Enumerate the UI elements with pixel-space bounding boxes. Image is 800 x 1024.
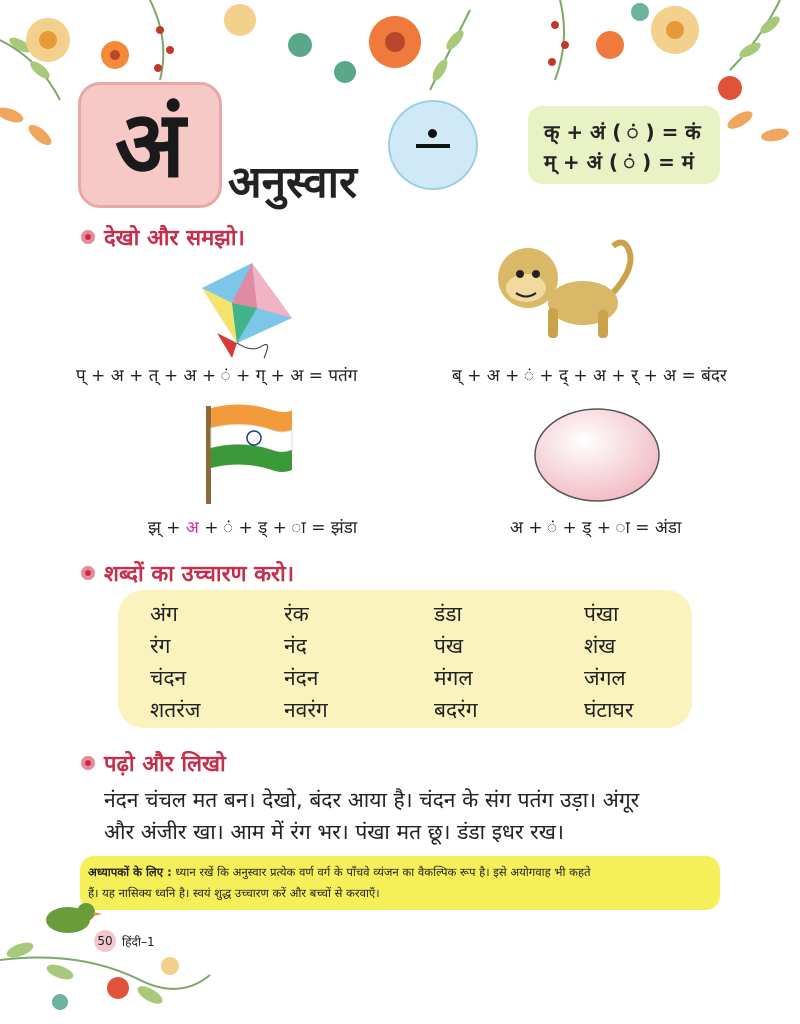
word-item: बदरंग xyxy=(434,698,478,722)
word-list-box xyxy=(118,590,692,728)
word-item: नंद xyxy=(284,634,307,658)
equation-egg: अ + ं + ड् + ा = अंडा xyxy=(510,518,682,538)
big-letter-card xyxy=(78,82,222,208)
word-item: रंग xyxy=(150,634,171,658)
reading-line: और अंजीर खा। आम में रंग भर। पंखा मत छू। डंडा इधर रख। xyxy=(104,820,564,844)
word-item: रंक xyxy=(284,602,309,626)
floral-footer-decoration xyxy=(0,880,220,1024)
note-line: हैं। यह नासिक्य ध्वनि है। स्वयं शुद्ध उच्चारण करें और बच्चों से करवाएँ। xyxy=(88,886,380,900)
page-footer xyxy=(94,930,155,952)
word-item: जंगल xyxy=(584,666,626,690)
word-item: अंग xyxy=(150,602,178,626)
section-title-read-write xyxy=(80,748,226,778)
note-text: ध्यान रखें कि अनुस्वार प्रत्येक वर्ण वर्ग के पाँचवे व्यंजन का वैकल्पिक रूप है। इसे अयोगवाह भी कहते xyxy=(171,865,591,879)
flower-bullet-icon xyxy=(80,229,96,245)
note-line xyxy=(88,865,591,880)
section-title-text: देखो और समझो। xyxy=(104,226,245,251)
word-item: शतरंज xyxy=(150,698,201,722)
section-title-see-understand xyxy=(80,222,245,252)
note-label: अध्यापकों के लिए : xyxy=(88,865,172,879)
equation-part: झ् + xyxy=(148,518,186,538)
kite-illustration xyxy=(192,258,302,368)
word-item: पंखा xyxy=(584,602,619,626)
equation-highlight: अ xyxy=(185,518,199,538)
word-item: पंख xyxy=(434,634,464,658)
anusvara-sign-icon xyxy=(388,100,478,190)
word-item: नवरंग xyxy=(284,698,328,722)
formula-line: म् + अं ( ं ) = मं xyxy=(544,150,694,174)
egg-illustration xyxy=(530,405,664,505)
book-name: हिंदी–1 xyxy=(122,934,155,949)
flower-bullet-icon xyxy=(80,755,96,771)
section-title-text: पढ़ो और लिखो xyxy=(104,752,226,777)
word-item: घंटाघर xyxy=(584,698,634,722)
formula-box xyxy=(528,106,720,184)
word-item: चंदन xyxy=(150,666,187,690)
big-letter: अं xyxy=(114,91,186,198)
section-title-text: शब्दों का उच्चारण करो। xyxy=(104,562,295,587)
word-item: नंदन xyxy=(284,666,319,690)
equation-kite: प् + अ + त् + अ + ं + ग् + अ = पतंग xyxy=(76,366,358,386)
word-item: शंख xyxy=(584,634,616,658)
page-number: 50 xyxy=(94,930,116,952)
india-flag-illustration xyxy=(192,400,302,505)
word-item: डंडा xyxy=(434,602,462,626)
formula-line: क् + अं ( ं ) = कं xyxy=(544,120,701,144)
equation-flag xyxy=(148,515,357,538)
section-title-pronounce xyxy=(80,558,294,588)
page-title: अनुस्वार xyxy=(228,157,358,208)
equation-monkey: ब् + अ + ं + द् + अ + र् + अ = बंदर xyxy=(452,366,727,386)
reading-line: नंदन चंचल मत बन। देखो, बंदर आया है। चंदन के संग पतंग उड़ा। अंगूर xyxy=(104,788,640,812)
monkey-illustration xyxy=(488,238,648,348)
equation-part: + ं + ड् + ा = झंडा xyxy=(198,518,358,538)
word-item: मंगल xyxy=(434,666,473,690)
flower-bullet-icon xyxy=(80,565,96,581)
